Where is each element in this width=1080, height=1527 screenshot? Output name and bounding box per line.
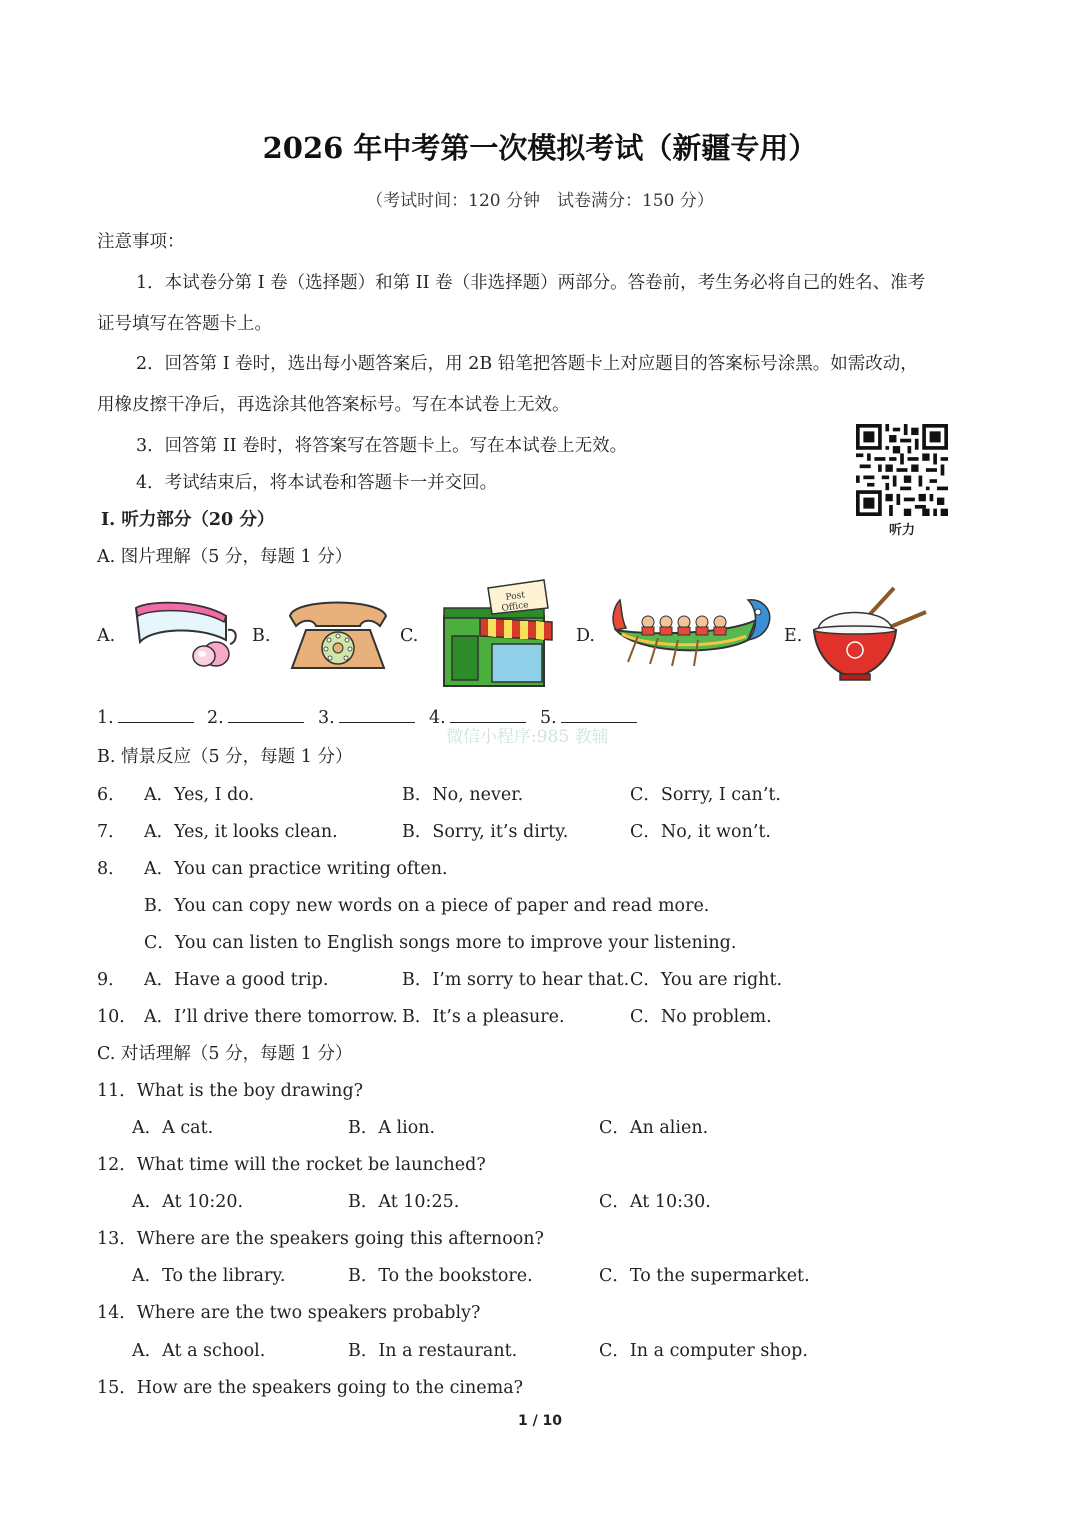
picture-letter-d: D. [576,626,595,646]
notice-item-2: 2．回答第 I 卷时，选出每小题答案后，用 2B 铅笔把答题卡上对应题目的答案标号涂黑。如需改动， [136,354,918,374]
blank-2[interactable]: 2. [207,706,304,728]
q15-question: 15．How are the speakers going to the cinema? [97,1378,524,1398]
page-number: 1 / 10 [517,1413,563,1429]
dragon-boat-icon [608,590,776,672]
q13-option-a[interactable]: A．To the library. [132,1266,286,1286]
q11-question: 11．What is the boy drawing? [97,1081,364,1101]
q6-number: 6． [97,785,126,805]
blank-4[interactable]: 4. [429,706,526,728]
picture-letter-e: E. [784,626,803,646]
q12-option-a[interactable]: A．At 10:20. [132,1192,244,1212]
part-b-heading: B. 情景反应（5 分，每题 1 分） [97,747,353,767]
q10-option-b[interactable]: B．It’s a pleasure. [402,1007,565,1027]
notice-item-3: 3．回答第 II 卷时，将答案写在答题卡上。写在本试卷上无效。 [136,436,628,456]
q12-question: 12．What time will the rocket be launched? [97,1155,486,1175]
q6-option-c[interactable]: C．Sorry, I can’t. [630,785,781,805]
q6-option-b[interactable]: B．No, never. [402,785,524,805]
q14-option-c[interactable]: C．In a computer shop. [599,1341,808,1361]
section-heading: Ⅰ. 听力部分（20 分） [101,510,275,530]
part-c-heading: C. 对话理解（5 分，每题 1 分） [97,1044,353,1064]
q7-option-b[interactable]: B．Sorry, it’s dirty. [402,822,569,842]
post-sign-line1: Post [505,590,526,603]
q10-option-a[interactable]: A．I’ll drive there tomorrow. [144,1007,398,1027]
notice-item-4: 4．考试结束后，将本试卷和答题卡一并交回。 [136,473,498,493]
q9-option-c[interactable]: C．You are right. [630,970,783,990]
picture-letter-c: C. [400,626,419,646]
q8-option-b[interactable]: B．You can copy new words on a piece of paper and read more. [144,896,710,916]
watermark: 微信小程序:985 教辅 [446,727,609,747]
qr-label: 听力 [888,523,915,538]
blank-5[interactable]: 5. [540,706,637,728]
q10-option-c[interactable]: C．No problem. [630,1007,772,1027]
post-office-icon [440,578,558,690]
q9-number: 9． [97,970,126,990]
q13-option-b[interactable]: B．To the bookstore. [348,1266,533,1286]
q11-option-b[interactable]: B．A lion. [348,1118,436,1138]
q11-option-a[interactable]: A．A cat. [132,1118,214,1138]
headband-icon [130,598,242,674]
q7-number: 7． [97,822,126,842]
exam-info: （考试时间：120 分钟 试卷满分：150 分） [366,191,714,211]
telephone-icon [284,590,392,674]
q8-option-a[interactable]: A．You can practice writing often. [144,859,448,879]
q13-question: 13．Where are the speakers going this afternoon? [97,1229,544,1249]
blank-3[interactable]: 3. [318,706,415,728]
notice-item-1-cont: 证号填写在答题卡上。 [97,314,272,334]
q6-option-a[interactable]: A．Yes, I do. [144,785,255,805]
q14-option-a[interactable]: A．At a school. [132,1341,266,1361]
q14-option-b[interactable]: B．In a restaurant. [348,1341,518,1361]
q9-option-a[interactable]: A．Have a good trip. [144,970,329,990]
qr-code-icon[interactable] [856,424,948,516]
notice-item-1: 1．本试卷分第 I 卷（选择题）和第 II 卷（非选择题）两部分。答卷前，考生务必将自己的姓名、准考 [136,273,926,293]
page-title: 2026 年中考第一次模拟考试（新疆专用） [262,131,818,165]
notice-heading: 注意事项： [97,232,185,252]
q7-option-a[interactable]: A．Yes, it looks clean. [144,822,338,842]
post-sign-line2: Office [501,600,530,614]
q8-option-c[interactable]: C．You can listen to English songs more to improve your listening. [144,933,737,953]
q12-option-c[interactable]: C．At 10:30. [599,1192,711,1212]
q8-number: 8． [97,859,126,879]
q10-number: 10． [97,1007,137,1027]
part-a-heading: A. 图片理解（5 分，每题 1 分） [97,547,353,567]
q12-option-b[interactable]: B．At 10:25. [348,1192,460,1212]
picture-letter-b: B. [252,626,271,646]
rice-bowl-icon [810,586,930,684]
q11-option-c[interactable]: C．An alien. [599,1118,709,1138]
notice-item-2-cont: 用橡皮擦干净后，再选涂其他答案标号。写在本试卷上无效。 [97,395,570,415]
q7-option-c[interactable]: C．No, it won’t. [630,822,771,842]
picture-letter-a: A. [97,626,116,646]
q14-question: 14．Where are the two speakers probably? [97,1303,481,1323]
q13-option-c[interactable]: C．To the supermarket. [599,1266,810,1286]
q9-option-b[interactable]: B．I’m sorry to hear that. [402,970,630,990]
blank-1[interactable]: 1. [97,706,194,728]
